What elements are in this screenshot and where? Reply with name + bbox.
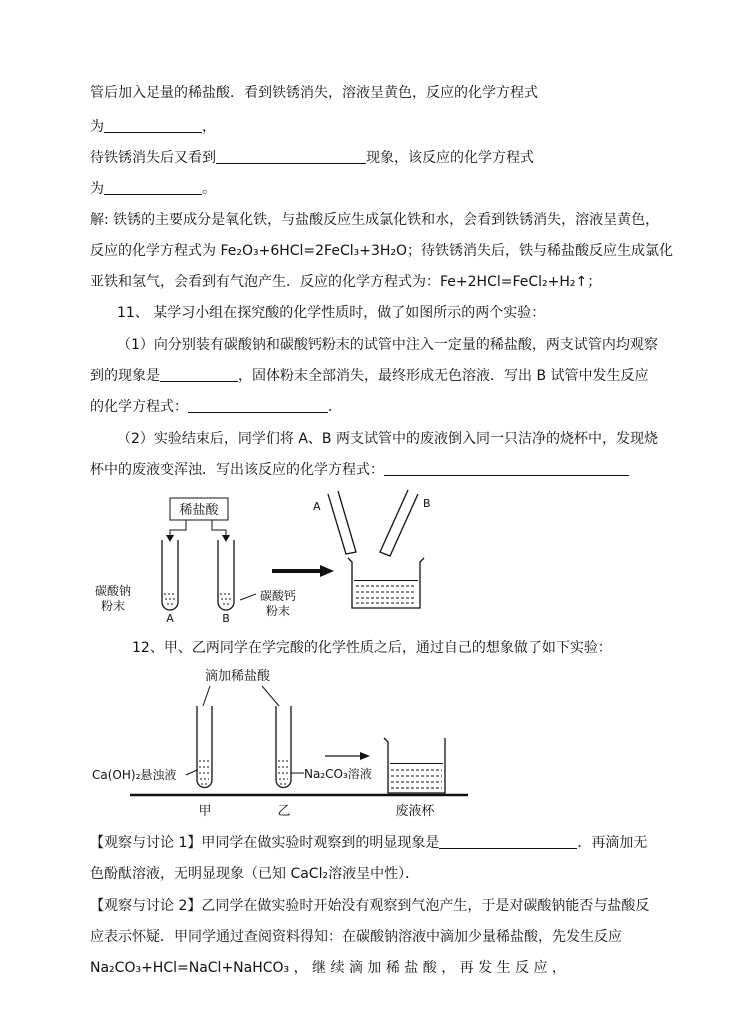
answer-blank[interactable] (104, 180, 202, 195)
tube-b-label: B (222, 612, 230, 625)
text-fragment: 杯中的废液变浑浊．写出该反应的化学方程式： (90, 462, 384, 478)
text-line (90, 116, 216, 136)
tube-jia-label: 甲 (198, 804, 212, 819)
question-11-title: 11、 某学习小组在探究酸的化学性质时，做了如图所示的两个实验： (117, 305, 546, 321)
pour-tube-b (380, 490, 418, 556)
text-line: （1）向分别装有碳酸钠和碳酸钙粉末的试管中注入一定量的稀盐酸，两支试管内均观察 (117, 337, 658, 353)
pointer-line (186, 770, 197, 775)
waste-cup-label: 废液杯 (395, 804, 435, 819)
question-12-title: 12、甲、乙两同学在学完酸的化学性质之后，通过自己的想象做了如下实验： (132, 640, 612, 656)
pointer-line (203, 686, 210, 706)
tube-b-content: 粉末 (266, 604, 291, 618)
text-fragment: 为 (90, 119, 104, 135)
acid-label: 稀盐酸 (179, 503, 219, 518)
answer-blank[interactable] (216, 149, 366, 164)
answer-blank[interactable] (188, 398, 328, 413)
text-line (90, 178, 216, 198)
right-reagent-label: Na₂CO₃溶液 (304, 767, 372, 781)
text-line (90, 459, 629, 479)
text-line (90, 365, 649, 385)
text-line: Na₂CO₃+HCl=NaCl+NaHCO₃ ， 继 续 滴 加 稀 盐 酸 ， 再 发 生 反 应 ， (90, 960, 566, 976)
tube-a-content: 碳酸钠 (95, 584, 132, 598)
left-reagent-label: Ca(OH)₂悬浊液 (92, 768, 177, 782)
text-fragment: 现象，该反应的化学方程式 (366, 150, 534, 166)
pour-label-a: A (313, 500, 321, 513)
text-line: 色酚酞溶液，无明显现象（已知 CaCl₂溶液呈中性）． (90, 866, 420, 882)
text-line: 应表示怀疑．甲同学通过查阅资料得知：在碳酸钠溶液中滴加少量稀盐酸，先发生反应 (90, 929, 622, 945)
pour-label-b: B (423, 497, 431, 510)
pointer-line (262, 686, 279, 706)
powder-a (164, 594, 176, 604)
answer-blank[interactable] (104, 118, 202, 133)
text-line (90, 147, 534, 167)
text-fragment: 的化学方程式： (90, 399, 188, 415)
pointer-line (240, 594, 256, 600)
arrow-head (222, 535, 230, 542)
waste-cup (384, 738, 445, 793)
text-fragment: ， (202, 119, 216, 135)
waste-liquid (391, 770, 442, 788)
answer-blank[interactable] (384, 461, 629, 476)
test-tube-yi (276, 706, 291, 788)
waste-liquid (356, 586, 416, 603)
text-fragment: 到的现象是 (90, 368, 160, 384)
arrow-head (320, 565, 334, 577)
solution-text: 亚铁和氢气，会看到有气泡产生．反应的化学方程式为：Fe+2HCl=FeCl₂+H₂↑； (90, 274, 602, 290)
text-line: 【观察与讨论 2】乙同学在做实验时开始没有观察到气泡产生，于是对碳酸钠能否与盐酸反 (90, 898, 650, 914)
arrow-head (166, 535, 174, 542)
answer-blank[interactable] (160, 367, 238, 382)
text-line (90, 832, 647, 852)
answer-blank[interactable] (439, 834, 577, 849)
liquid-surface (390, 763, 443, 764)
tube-a-content: 粉末 (101, 599, 126, 613)
text-fragment: 【观察与讨论 1】甲同学在做实验时观察到的明显现象是 (90, 835, 440, 851)
text-fragment: ．再滴加无 (577, 835, 648, 851)
text-line: 管后加入足量的稀盐酸．看到铁锈消失，溶液呈黄色，反应的化学方程式 (90, 85, 538, 101)
solution-text: 反应的化学方程式为 Fe₂O₃+6HCl=2FeCl₃+3H₂O；待铁锈消失后，铁与稀盐酸反应生成氯化 (90, 243, 674, 259)
text-line (90, 396, 342, 416)
solution-text: 解: 铁锈的主要成分是氧化铁，与盐酸反应生成氯化铁和水，会看到铁锈消失，溶液呈黄色， (90, 212, 660, 228)
drip-label: 滴加稀盐酸 (205, 669, 271, 684)
arrow-head (360, 752, 370, 760)
text-fragment: ． (328, 399, 342, 415)
carbonate-liquid (278, 761, 289, 784)
liquid-surface (354, 580, 418, 581)
text-line: （2）实验结束后，同学们将 A、B 两支试管中的废液倒入同一只洁净的烧杯中，发现烧 (117, 431, 658, 447)
text-fragment: 待铁锈消失后又看到 (90, 150, 216, 166)
suspension-liquid (199, 761, 210, 784)
tube-yi-label: 乙 (277, 804, 291, 819)
beaker (348, 558, 424, 608)
powder-b (220, 594, 232, 604)
text-fragment: ，固体粉末全部消失，最终形成无色溶液．写出 B 试管中发生反应 (238, 368, 649, 384)
pour-tube-a (328, 491, 356, 554)
text-fragment: 。 (202, 181, 216, 197)
test-tube-jia (197, 706, 212, 788)
experiment-figure-2 (90, 660, 480, 820)
text-fragment: 为 (90, 181, 104, 197)
tube-a-label: A (166, 612, 174, 625)
experiment-figure-1 (90, 482, 470, 627)
tube-b-content: 碳酸钙 (260, 589, 297, 603)
